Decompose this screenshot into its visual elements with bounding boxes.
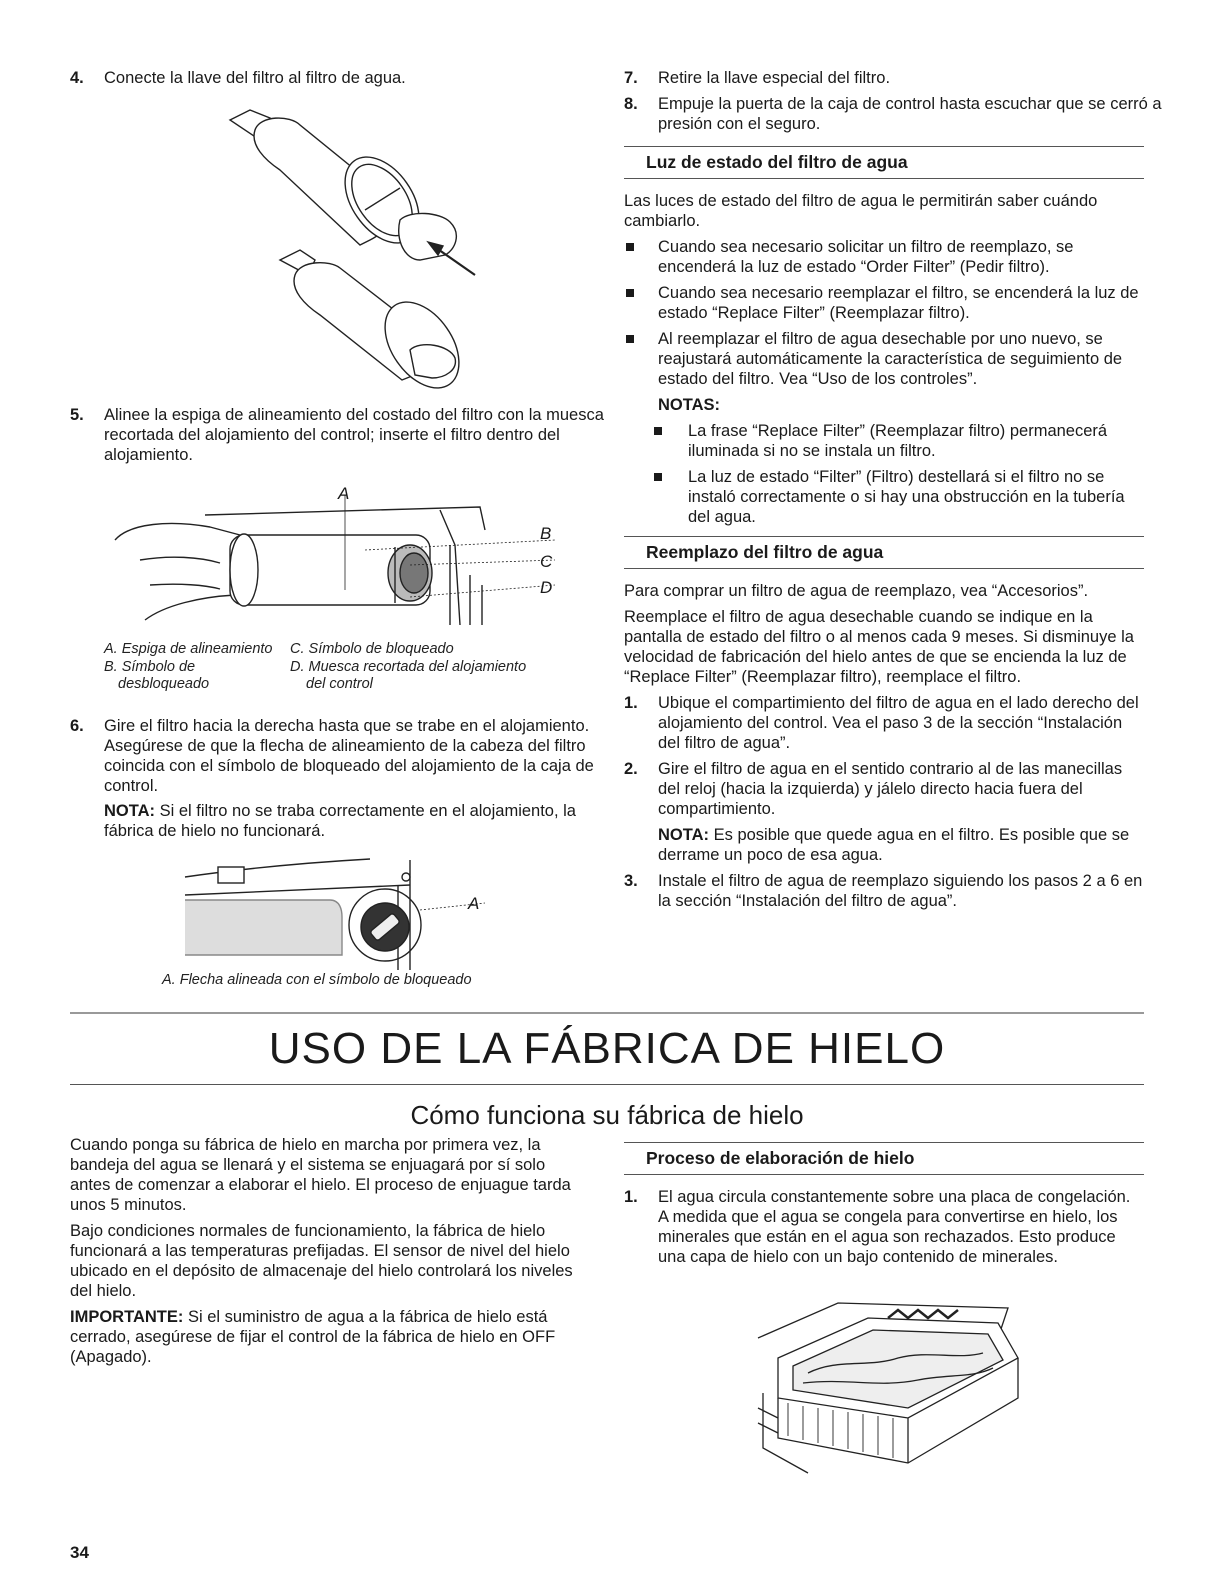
control-box-illustration bbox=[180, 855, 490, 975]
notas-label: NOTAS: bbox=[658, 396, 721, 414]
bottom-right-column bbox=[624, 1142, 1144, 1273]
step-5: 5. Alinee la espiga de alineamiento del costado del filtro con la muesca recortada del alojamiento del control; inserte el filtro dentro del alojamiento. bbox=[70, 406, 604, 464]
section-title-process: Proceso de elaboración de hielo bbox=[624, 1142, 1144, 1175]
replace-p1: Para comprar un filtro de agua de reemplazo, vea “Accesorios”. bbox=[624, 582, 1089, 600]
caption-d1: D. Muesca recortada del alojamiento bbox=[290, 659, 527, 675]
ice-tray-illustration bbox=[748, 1298, 1038, 1478]
replace-step-2: 2. Gire el filtro de agua en el sentido contrario al de las manecillas del reloj (hacia la izquierda) y jálelo directo hacia fuera del compartimiento. bbox=[624, 760, 1123, 818]
caption-b2: desbloqueado bbox=[118, 676, 210, 692]
important-note: IMPORTANTE: Si el suministro de agua a la fábrica de hielo está cerrado, asegúrese de fijar el control de la fábrica de hielo en OFF (Apagado). bbox=[70, 1308, 556, 1366]
step-7: 7. Retire la llave especial del filtro. bbox=[624, 69, 891, 87]
caption-d2: del control bbox=[306, 676, 373, 692]
section-title-status: Luz de estado del filtro de agua bbox=[624, 146, 1144, 179]
notas-bullet: La frase “Replace Filter” (Reemplazar filtro) permanecerá iluminada si no se instala un filtro. bbox=[624, 421, 1144, 461]
bottom-left-column bbox=[70, 1135, 590, 1373]
subtitle: Cómo funciona su fábrica de hielo bbox=[410, 1100, 804, 1130]
caption-c: C. Símbolo de bloqueado bbox=[290, 641, 454, 657]
status-bullet: Al reemplazar el filtro de agua desechable por uno nuevo, se reajustará automáticamente la característica de seguimiento de estado del filtro. Vea “Uso de los controles”. bbox=[624, 329, 1144, 389]
replace-step-1: 1. Ubique el compartimiento del filtro de agua en el lado derecho del alojamiento del control. Vea el paso 3 de la sección “Instalación del filtro de agua”. bbox=[624, 694, 1139, 752]
page-number: 34 bbox=[70, 1543, 89, 1562]
title-top-rule bbox=[70, 1012, 1144, 1014]
section-title-replace: Reemplazo del filtro de agua bbox=[624, 536, 1144, 569]
fig2-label-c: C bbox=[540, 552, 553, 571]
replace-step-3: 3. Instale el filtro de agua de reemplazo siguiendo los pasos 2 a 6 en la sección “Instalación del filtro de agua”. bbox=[624, 872, 1143, 910]
step-8: 8. Empuje la puerta de la caja de control hasta escuchar que se cerró a presión con el seguro. bbox=[624, 95, 1162, 133]
filter-status-section bbox=[624, 146, 1144, 533]
caption-a: A. Espiga de alineamiento bbox=[104, 641, 273, 657]
step-6-note: NOTA: Si el filtro no se traba correctamente en el alojamiento, la fábrica de hielo no funcionará. bbox=[104, 802, 576, 840]
fig2-label-d: D bbox=[540, 578, 553, 597]
status-bullet: Cuando sea necesario reemplazar el filtro, se encenderá la luz de estado “Replace Filter” (Reemplazar filtro). bbox=[624, 283, 1144, 323]
main-title: USO DE LA FÁBRICA DE HIELO bbox=[268, 1024, 946, 1073]
status-intro: Las luces de estado del filtro de agua le permitirán saber cuándo cambiarlo. bbox=[624, 192, 1098, 230]
fig2-label-b: B bbox=[540, 524, 552, 543]
intro-p2: Bajo condiciones normales de funcionamiento, la fábrica de hielo funcionará a las temperaturas prefijadas. El sensor de nivel del hielo ubicado en el depósito de almacenaje del hielo controlará los niveles del hielo. bbox=[70, 1222, 573, 1300]
filter-insertion-illustration bbox=[110, 485, 560, 635]
step-4: 4. Conecte la llave del filtro al filtro de agua. bbox=[70, 69, 406, 87]
title-bottom-rule bbox=[70, 1084, 1144, 1085]
filter-replace-section bbox=[624, 536, 1144, 917]
fig2-label-a: A bbox=[338, 484, 350, 503]
replace-note: NOTA: Es posible que quede agua en el filtro. Es posible que se derrame un poco de esa agua. bbox=[658, 826, 1130, 864]
filter-key-illustration bbox=[200, 100, 500, 400]
caption-b1: B. Símbolo de bbox=[104, 659, 196, 675]
intro-p1: Cuando ponga su fábrica de hielo en marcha por primera vez, la bandeja del agua se llenará y el sistema se enjuagará por sí solo antes de comenzar a elaborar el hielo. El proceso de enjuague tarda unos 5 minutos. bbox=[70, 1136, 571, 1214]
fig3-label-a: A bbox=[468, 894, 480, 913]
step-6: 6. Gire el filtro hacia la derecha hasta que se trabe en el alojamiento. Asegúrese de que la flecha de alineamiento de la cabeza del filtro coincida con el símbolo de bloqueado del alojamiento de la caja de control. bbox=[70, 717, 594, 795]
notas-bullet: La luz de estado “Filter” (Filtro) destellará si el filtro no se instaló correctamente o si hay una obstrucción en la tubería del agua. bbox=[624, 467, 1144, 527]
process-step-1: 1. El agua circula constantemente sobre una placa de congelación. A medida que el agua se congela para convertirse en hielo, los minerales que están en el agua son rechazados. Esto produce una capa de hielo con un bajo contenido de minerales. bbox=[624, 1188, 1131, 1266]
replace-p2: Reemplace el filtro de agua desechable cuando se indique en la pantalla de estado del filtro o al menos cada 9 meses. Si disminuye la velocidad de fabricación del hielo antes de que se encienda la luz de “Replace Filter” (Reemplazar filtro), reemplace el filtro. bbox=[624, 608, 1134, 686]
status-bullet: Cuando sea necesario solicitar un filtro de reemplazo, se encenderá la luz de estado “Order Filter” (Pedir filtro). bbox=[624, 237, 1144, 277]
fig3-caption: A. Flecha alineada con el símbolo de bloqueado bbox=[162, 972, 472, 988]
